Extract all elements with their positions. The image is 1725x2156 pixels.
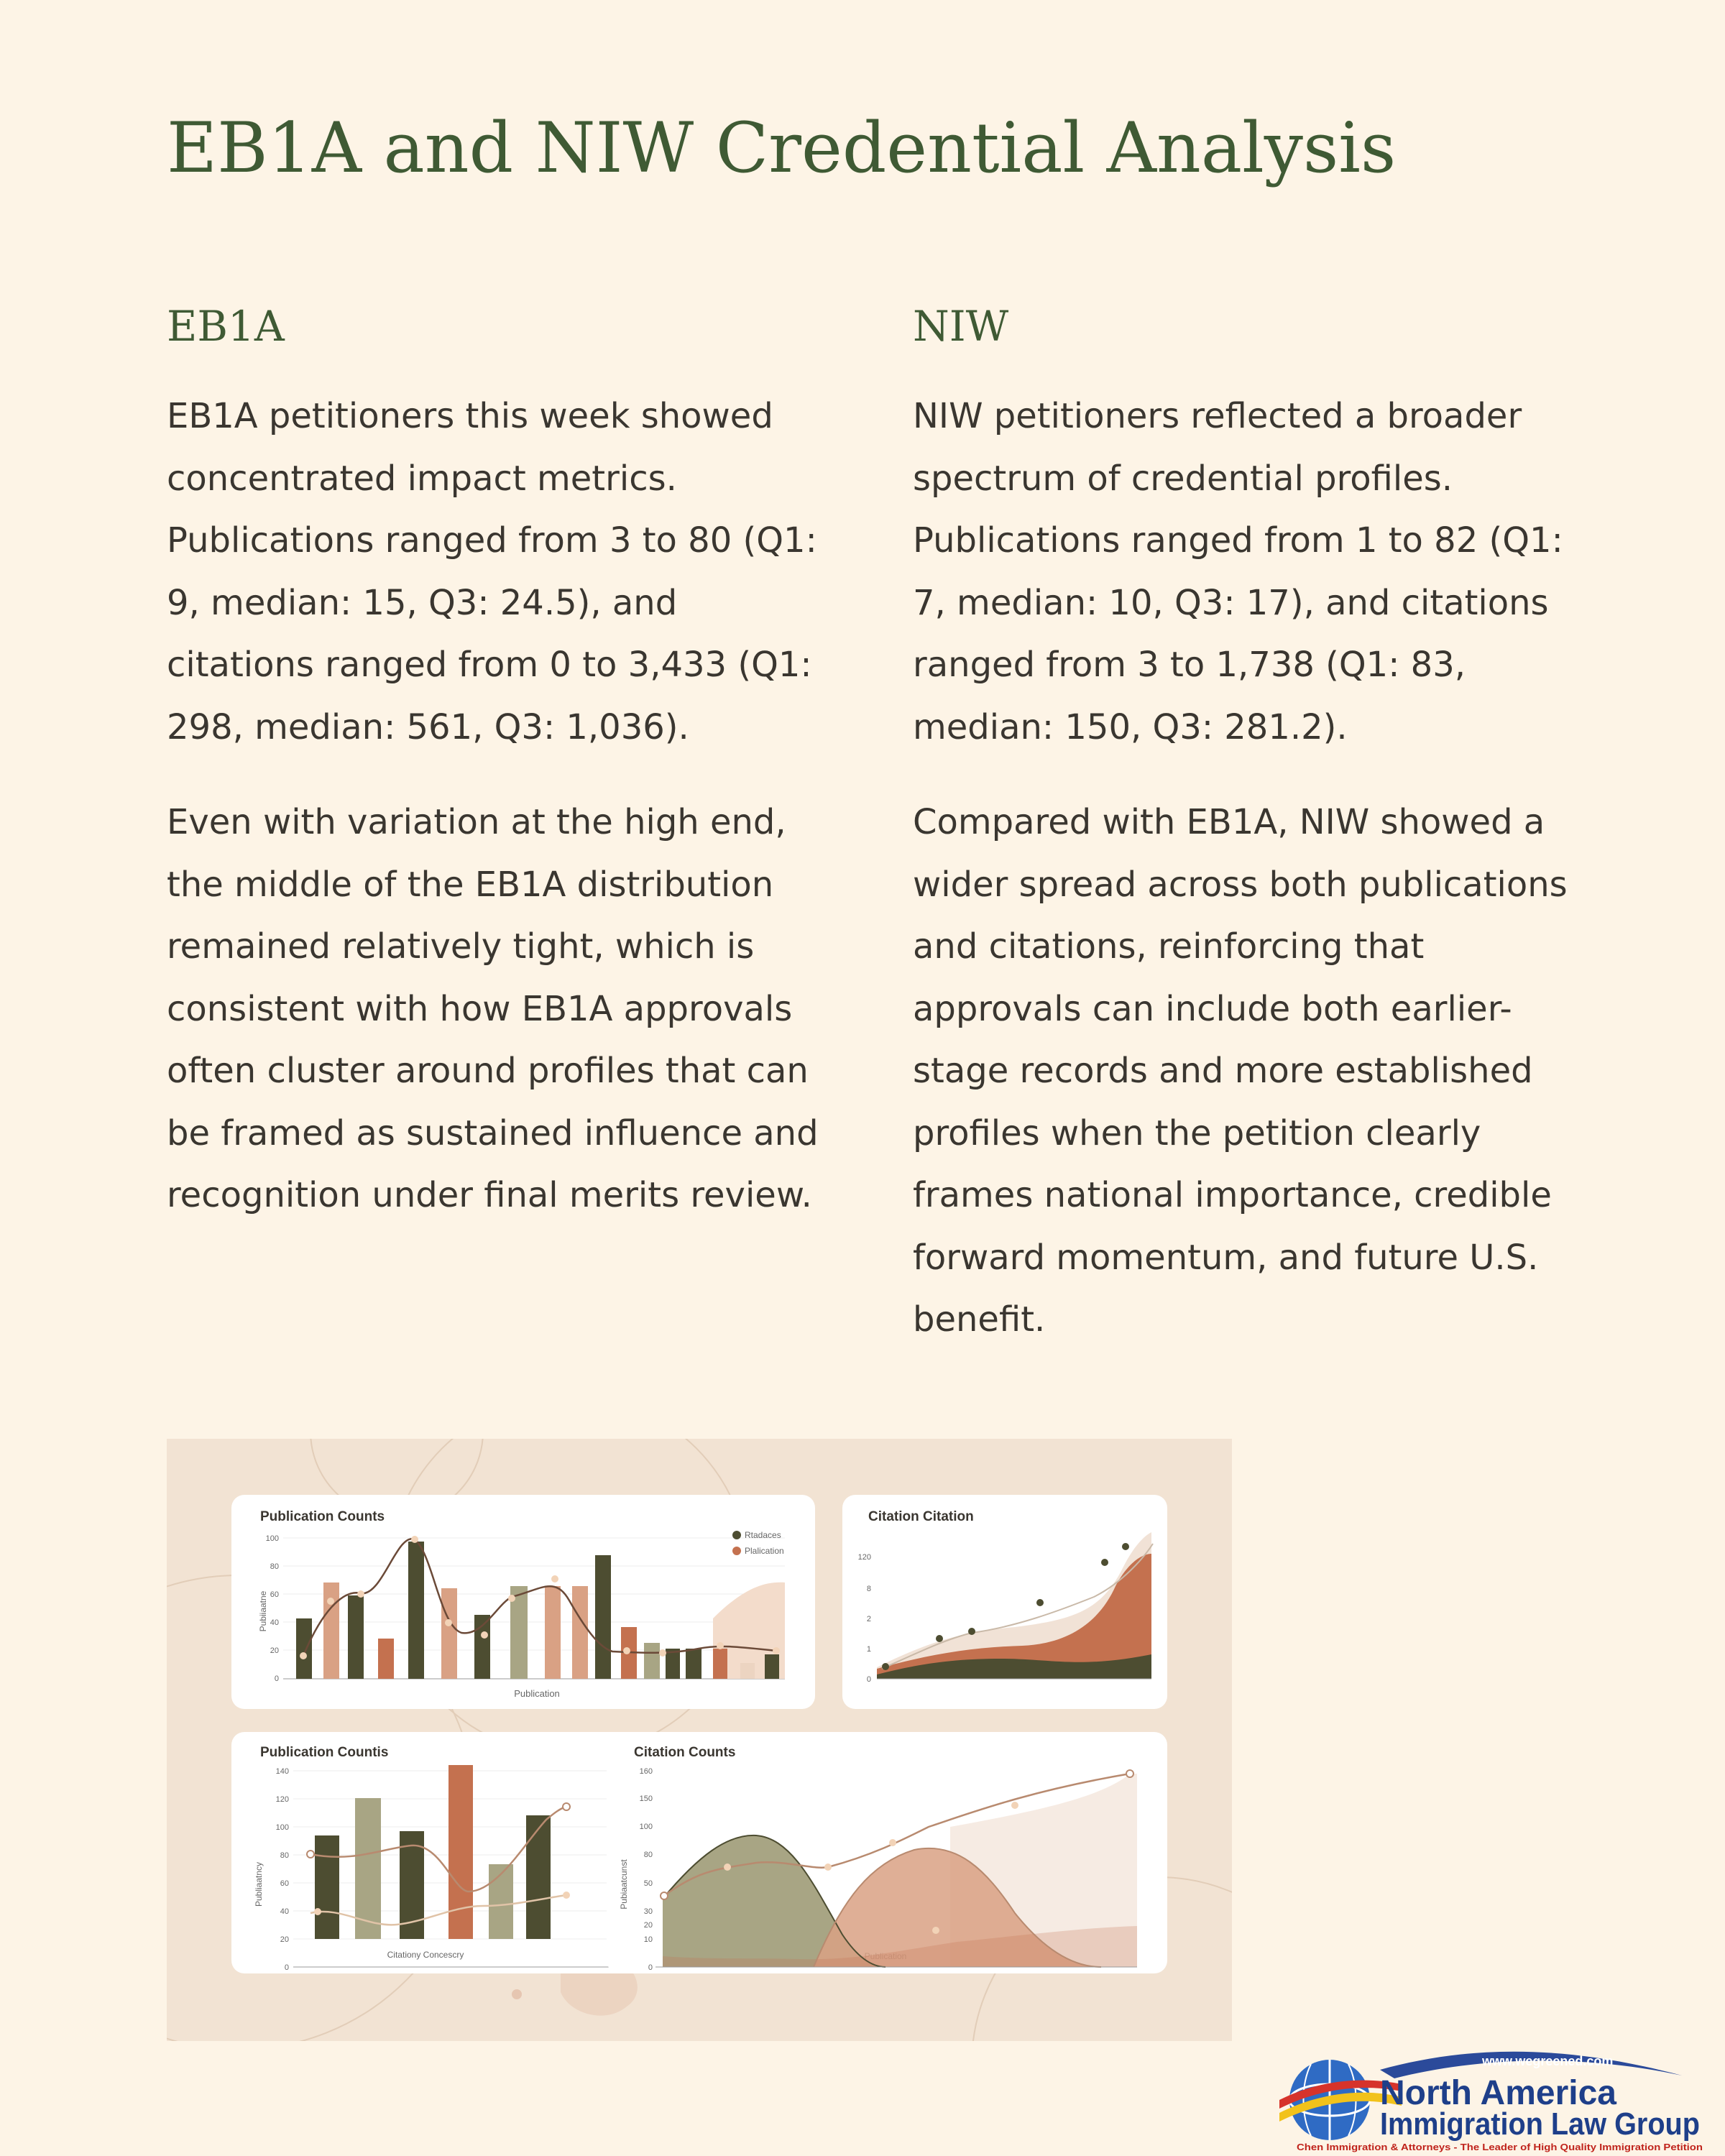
p1-legend-item: Plalication (745, 1546, 784, 1556)
eb1a-heading: EB1A (167, 302, 285, 351)
p4-ytick: 160 (639, 1767, 653, 1776)
p3-ytick: 40 (280, 1907, 289, 1916)
logo-line1: North America (1380, 2074, 1616, 2112)
eb1a-paragraph-1: EB1A petitioners this week showed concentrated impact metrics. Publications ranged from 3 to 80 (Q1: 9, median: 15, Q3: 24.5), and citations ranged from 0 to 3,433 (Q1: 298, median: 561, Q3: 1,036). (167, 396, 817, 747)
logo-svg (1279, 2019, 1711, 2152)
p4-ytick: 50 (643, 1879, 653, 1888)
page-title: EB1A and NIW Credential Analysis (167, 108, 1397, 188)
niw-paragraph-1: NIW petitioners reflected a broader spectrum of credential profiles. Publications ranged from 1 to 82 (Q1: 7, median: 10, Q3: 17), and citations ranged from 3 to 1,738 (Q1: 83, median: 150, Q3: 281.2). (913, 396, 1563, 747)
niw-heading: NIW (913, 302, 1009, 351)
p4-ytick: 150 (639, 1795, 653, 1803)
panel3-title: Publication Countis (260, 1745, 389, 1760)
p2-ytick: 8 (866, 1585, 871, 1593)
p2-ytick: 2 (866, 1615, 871, 1623)
panel-citation-counts (607, 1732, 1167, 1973)
logo-tagline: Chen Immigration & Attorneys - The Leader of High Quality Immigration Petition (1297, 2142, 1703, 2152)
illustration-svg (167, 1439, 1232, 2041)
p4-ytick: 0 (648, 1963, 653, 1972)
p3-ytick: 140 (275, 1767, 289, 1776)
p4-ytick: 30 (643, 1907, 653, 1916)
p1-ytick: 20 (270, 1646, 279, 1655)
company-logo[interactable] (1279, 2019, 1711, 2152)
p3-ytick: 0 (284, 1963, 289, 1972)
p3-ylabel: Publiaatncy (254, 1861, 264, 1907)
panel-publication-countis (231, 1732, 647, 1973)
eb1a-paragraph-2: Even with variation at the high end, the middle of the EB1A distribution remained relatively tight, which is consistent with how EB1A approvals often cluster around profiles that can be framed as sustained influence and recognition under final merits review. (167, 802, 819, 1215)
p1-ytick: 80 (270, 1562, 279, 1571)
p3-ytick: 60 (280, 1879, 289, 1888)
eb1a-column (167, 302, 821, 1260)
p3-ytick: 120 (275, 1795, 289, 1804)
panel1-title: Publication Counts (260, 1509, 385, 1524)
niw-paragraph-2: Compared with EB1A, NIW showed a wider spread across both publications and citations, reinforcing that approvals can include both earlier-stage records and more established profiles when the petition clearly frames national importance, credible forward momentum, and future U.S. benefit. (913, 802, 1568, 1340)
p1-ytick: 100 (265, 1534, 279, 1543)
decor-dot (512, 1989, 522, 1999)
p4-ytick: 80 (643, 1851, 653, 1859)
logo-url: www.wegreened.com (1482, 2054, 1614, 2068)
p1-ylabel: Pubiiaatne (258, 1590, 268, 1632)
p1-ytick: 60 (270, 1590, 279, 1599)
p4-ylabel: Pubiaatcunst (619, 1859, 629, 1909)
p1-legend-item: Rtadaces (745, 1530, 781, 1540)
p2-ytick: 120 (857, 1553, 871, 1562)
p1-ytick: 40 (270, 1618, 279, 1627)
panel4-title: Citation Counts (634, 1745, 736, 1760)
p3-ytick: 80 (280, 1851, 289, 1860)
p4-ytick: 10 (643, 1935, 653, 1944)
p4-ytick: 20 (643, 1921, 653, 1930)
chart-illustration (167, 1439, 1232, 2041)
logo-line2: Immigration Law Group (1380, 2106, 1700, 2142)
p3-xlabel: Citationy Concescry (387, 1950, 464, 1960)
p2-ytick: 0 (866, 1675, 871, 1684)
p3-ytick: 20 (280, 1935, 289, 1944)
panel-citation-citation (842, 1495, 1167, 1709)
p3-ytick: 100 (275, 1823, 289, 1832)
niw-column (913, 302, 1581, 1384)
panel-publication-counts (231, 1495, 815, 1709)
p1-xlabel: Publication (514, 1688, 560, 1699)
p2-ytick: 1 (866, 1645, 871, 1654)
p4-ytick: 100 (639, 1823, 653, 1831)
p1-ytick: 0 (274, 1674, 279, 1683)
panel2-title: Citation Citation (868, 1509, 974, 1524)
